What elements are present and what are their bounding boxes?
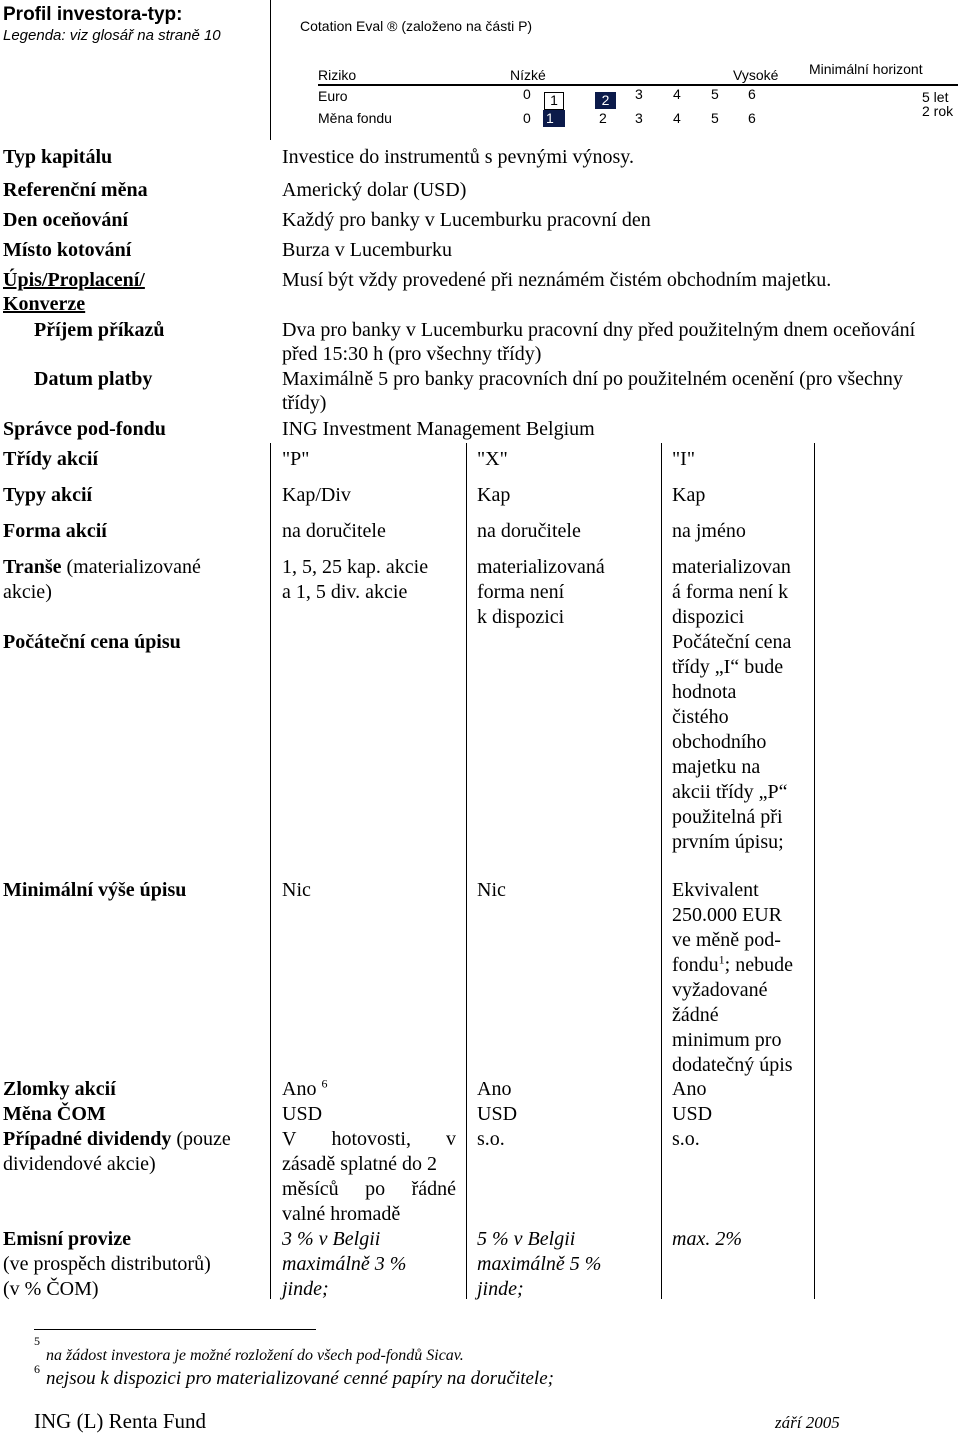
transe-label-bold: Tranše: [3, 556, 62, 578]
pocatecni-label: Počáteční cena úpisu: [3, 631, 181, 653]
forma-x: na doručitele: [477, 520, 581, 542]
euro-scale-3: 3: [635, 86, 643, 102]
min-upis-i-5: vyžadované: [672, 979, 768, 1001]
mena-fondu-label: Měna fondu: [318, 110, 392, 126]
transe-i-2: á forma není k: [672, 581, 789, 603]
euro-scale-0: 0: [523, 86, 531, 102]
zlomky-p: [282, 1077, 327, 1102]
min-upis-i-6: žádné: [672, 1004, 719, 1026]
mena-com-i: USD: [672, 1103, 713, 1125]
min-upis-i-4b: ; nebude: [724, 954, 793, 976]
min-upis-i-2: 250.000 EUR: [672, 904, 782, 926]
class-i: "I": [672, 448, 695, 470]
header-divider: [270, 0, 271, 140]
transe-label-1: [3, 555, 201, 580]
forma-akcii-label: Forma akcií: [3, 520, 107, 542]
tridy-akcii-label: Třídy akcií: [3, 448, 99, 470]
prijem-prikazu-value-1: Dva pro banky v Lucemburku pracovní dny před použitelným dnem oceňování: [282, 319, 916, 341]
mena-scale-4: 4: [673, 110, 681, 126]
transe-i-3: dispozici: [672, 606, 745, 628]
spravce-label: Správce pod-fondu: [3, 418, 166, 440]
transe-label-2: akcie): [3, 581, 52, 603]
dividendy-x: s.o.: [477, 1128, 505, 1150]
den-ocenovani-value: Každý pro banky v Lucemburku pracovní den: [282, 209, 651, 231]
den-ocenovani-label: Den oceňování: [3, 209, 128, 231]
profile-title: Profil investora-typ:: [3, 4, 183, 25]
min-upis-i-3: ve měně pod-: [672, 929, 781, 951]
dividendy-p-3b: po: [365, 1178, 386, 1200]
prijem-prikazu-value-2: před 15:30 h (pro všechny třídy): [282, 343, 542, 365]
transe-i-1: materializovan: [672, 556, 791, 578]
class-p: "P": [282, 448, 310, 470]
misto-kotovani-label: Místo kotování: [3, 239, 132, 261]
footnote-5-text: na žádost investora je možné rozložení do všech pod-fondů Sicav.: [46, 1347, 464, 1364]
datum-platby-value-1: Maximálně 5 pro banky pracovních dní po použitelném ocenění (pro všechny: [282, 368, 903, 390]
euro-scale-5: 5: [711, 86, 719, 102]
col-divider-x: [466, 443, 467, 1299]
dividendy-p-2: zásadě splatné do 2: [282, 1153, 437, 1175]
typ-kapitalu-label: Typ kapitálu: [3, 146, 113, 168]
typy-i: Kap: [672, 484, 706, 506]
mena-com-label: Měna ČOM: [3, 1103, 106, 1125]
emisni-x-2: maximálně 5 %: [477, 1253, 602, 1275]
min-upis-p: Nic: [282, 879, 311, 901]
col-divider-right: [814, 443, 815, 1299]
dividendy-label-rest: (pouze: [176, 1128, 231, 1150]
ref-mena-label: Referenční měna: [3, 179, 148, 201]
pocatecni-i-2: třídy „I“ bude: [672, 656, 784, 678]
dividendy-label-1: [3, 1127, 231, 1152]
footer-date: září 2005: [775, 1413, 840, 1432]
forma-p: na doručitele: [282, 520, 386, 542]
risk-high-label: Vysoké: [733, 67, 779, 83]
footnote-6-text: nejsou k dispozici pro materializované cenné papíry na doručitele;: [46, 1368, 554, 1389]
mena-scale-0: 0: [523, 110, 531, 126]
euro-label: Euro: [318, 88, 348, 104]
pocatecni-i-3: hodnota: [672, 681, 737, 703]
mena-scale-6: 6: [748, 110, 756, 126]
euro-scale-1: 1: [544, 92, 564, 110]
transe-x-3: k dispozici: [477, 606, 565, 628]
zlomky-label: Zlomky akcií: [3, 1078, 116, 1100]
emisni-label-2: (ve prospěch distributorů): [3, 1253, 211, 1275]
dividendy-p-3c: řádné: [411, 1178, 456, 1200]
typy-akcii-label: Typy akcií: [3, 484, 93, 506]
spravce-value: ING Investment Management Belgium: [282, 418, 595, 440]
typ-kapitalu-value: Investice do instrumentů s pevnými výnosy.: [282, 146, 634, 168]
datum-platby-value-2: třídy): [282, 392, 327, 414]
typy-x: Kap: [477, 484, 511, 506]
transe-x-2: forma není: [477, 581, 565, 603]
dividendy-p-1a: V: [282, 1128, 297, 1150]
min-upis-i-1: Ekvivalent: [672, 879, 759, 901]
emisni-p-1: 3 % v Belgii: [282, 1228, 381, 1250]
emisni-p-2: maximálně 3 %: [282, 1253, 407, 1275]
upis-value: Musí být vždy provedené při neznámém čistém obchodním majetku.: [282, 269, 832, 291]
mena-com-p: USD: [282, 1103, 323, 1125]
transe-p-2: a 1, 5 div. akcie: [282, 581, 408, 603]
datum-platby-label: Datum platby: [34, 368, 153, 390]
euro-scale-4: 4: [673, 86, 681, 102]
min-upis-i-7: minimum pro: [672, 1029, 782, 1051]
zlomky-x: Ano: [477, 1078, 512, 1100]
pocatecni-i-1: Počáteční cena: [672, 631, 792, 653]
zlomky-i: Ano: [672, 1078, 707, 1100]
emisni-label-3: (v % ČOM): [3, 1278, 99, 1300]
transe-x-1: materializovaná: [477, 556, 605, 578]
footnote-5-number: 5: [34, 1334, 40, 1348]
ref-mena-value: Americký dolar (USD): [282, 179, 467, 201]
euro-scale-2-selected: 2: [595, 92, 616, 109]
pocatecni-i-6: majetku na: [672, 756, 761, 778]
upis-label-1: Úpis/Proplacení/: [3, 269, 145, 291]
pocatecni-i-9: prvním úpisu;: [672, 831, 784, 853]
col-divider-i: [661, 443, 662, 1299]
emisni-p-3: jinde;: [282, 1278, 329, 1300]
min-upis-x: Nic: [477, 879, 506, 901]
dividendy-p-1c: v: [446, 1128, 456, 1150]
horizon-euro: 5 let: [922, 89, 949, 105]
zlomky-p-text: Ano: [282, 1078, 317, 1100]
forma-i: na jméno: [672, 520, 746, 542]
misto-kotovani-value: Burza v Lucemburku: [282, 239, 452, 261]
mena-scale-3: 3: [635, 110, 643, 126]
mena-com-x: USD: [477, 1103, 518, 1125]
dividendy-p-4: valné hromadě: [282, 1203, 401, 1225]
mena-scale-5: 5: [711, 110, 719, 126]
profile-legend: Legenda: viz glosář na straně 10: [3, 27, 221, 44]
pocatecni-i-7: akcii třídy „P“: [672, 781, 788, 803]
min-horizon-label: Minimální horizont: [809, 61, 923, 77]
mena-scale-2: 2: [599, 110, 607, 126]
min-upis-i-4a: fondu: [672, 954, 719, 976]
pocatecni-i-8: použitelná při: [672, 806, 783, 828]
min-upis-i-8: dodatečný úpis: [672, 1054, 793, 1076]
prijem-prikazu-label: Příjem příkazů: [34, 319, 165, 341]
emisni-x-1: 5 % v Belgii: [477, 1228, 576, 1250]
dividendy-label-2: dividendové akcie): [3, 1153, 156, 1175]
euro-scale-6: 6: [748, 86, 756, 102]
transe-p-1: 1, 5, 25 kap. akcie: [282, 556, 429, 578]
upis-label-2: Konverze: [3, 293, 86, 315]
dividendy-p-3: [282, 1177, 456, 1202]
class-x: "X": [477, 448, 508, 470]
horizon-mena: 2 rok: [922, 103, 954, 119]
pocatecni-i-5: obchodního: [672, 731, 767, 753]
min-upis-i-4: [672, 953, 793, 978]
dividendy-p-3a: měsíců: [282, 1178, 339, 1200]
footnote-6-number: 6: [34, 1362, 40, 1376]
cotation-label: Cotation Eval ® (založeno na části P): [300, 18, 533, 34]
emisni-label-1: Emisní provize: [3, 1228, 131, 1250]
risk-label: Riziko: [318, 67, 357, 83]
dividendy-p-1: [282, 1127, 456, 1152]
footnote-ref-6: 6: [321, 1076, 328, 1091]
mena-scale-1-selected: 1: [543, 110, 565, 127]
dividendy-p-1b: hotovosti,: [331, 1128, 411, 1150]
footer-fund-name: ING (L) Renta Fund: [34, 1409, 207, 1433]
col-divider-p: [270, 443, 271, 1299]
emisni-x-3: jinde;: [477, 1278, 524, 1300]
transe-label-rest: (materializované: [66, 556, 201, 578]
pocatecni-i-4: čistého: [672, 706, 729, 728]
risk-low-label: Nízké: [510, 67, 546, 83]
emisni-i: max. 2%: [672, 1228, 742, 1250]
footnote-ref-1: 1: [718, 952, 725, 967]
dividendy-i: s.o.: [672, 1128, 700, 1150]
dividendy-label-bold: Případné dividendy: [3, 1128, 172, 1150]
footnote-rule: [34, 1329, 316, 1330]
typy-p: Kap/Div: [282, 484, 351, 506]
min-upis-label: Minimální výše úpisu: [3, 879, 187, 901]
